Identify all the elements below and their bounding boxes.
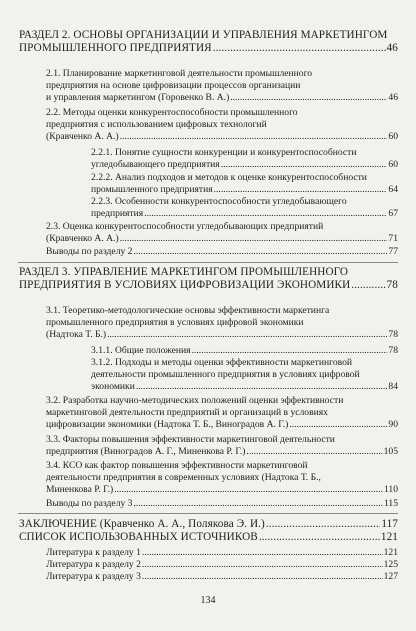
toc-entry-line: 3.1.2. Подходы и методы оценки эффективности маркетинговой [91, 357, 353, 368]
toc-entry-line: 2.2.1. Понятие сущности конкуренции и конкурентоспособности [91, 147, 357, 158]
toc-entry-3-3 [46, 434, 398, 458]
leader-dots [266, 518, 380, 531]
section-divider [18, 262, 398, 263]
toc-page-ref: 90 [388, 419, 398, 431]
leader-dots [259, 531, 380, 544]
toc-entry-3-4 [46, 460, 398, 496]
toc-entry-line: Выводы по разделу 3 [46, 498, 133, 509]
toc-entry-2-2 [46, 107, 398, 143]
toc-entry-line: предприятия (Виноградов А. Г., Миненкова Р. Г.) [46, 446, 246, 458]
toc-entry-line: 3.1. Теоретико-методологические основы эффективности маркетинга [46, 305, 330, 316]
toc-entry-line: и управления маркетингом (Горовенко В. А.) [46, 92, 230, 104]
toc-entry-conclusions-3 [46, 498, 398, 510]
leader-dots [133, 246, 387, 258]
leader-dots [213, 42, 386, 55]
toc-entry-references [19, 531, 398, 544]
toc-page-ref: 115 [383, 498, 398, 509]
leader-dots [142, 571, 383, 583]
toc-page-ref: 121 [383, 547, 398, 558]
toc-entry-line: Литература к разделу 2 [46, 559, 141, 570]
toc-entry-3-1 [46, 305, 398, 341]
section-divider [18, 513, 398, 514]
toc-entry-2-2-1 [91, 147, 398, 171]
toc-entry-line: цифровизации экономики (Надтока Т. Б., Виноградов А. Г.) [46, 419, 289, 431]
leader-dots [289, 419, 387, 431]
toc-entry-conclusion [19, 518, 398, 531]
toc-entry-3-1-1 [91, 345, 398, 357]
toc-entry-3-1-2 [91, 357, 398, 393]
leader-dots [142, 559, 383, 571]
toc-page-ref: 71 [388, 233, 398, 245]
toc-entry-line: деятельности промышленного предприятия в условиях цифровой [91, 369, 360, 381]
toc-entry-line: деятельности предприятия в современных условиях (Надтока Т. Б., [46, 472, 321, 484]
toc-page-ref: 78 [386, 279, 398, 291]
toc-page-ref: 84 [388, 381, 398, 393]
toc-page-ref: 78 [388, 345, 398, 356]
toc-entry-line: 2.2. Методы оценки конкурентоспособности промышленного [46, 107, 298, 118]
toc-entry-line: 3.1.1. Общие положения [91, 345, 191, 356]
toc-entry-line: 3.3. Факторы повышения эффективности маркетинговой деятельности [46, 434, 335, 445]
toc-entry-line: ЗАКЛЮЧЕНИЕ (Кравченко А. А., Полякова Э. И.) [19, 518, 265, 530]
leader-dots [133, 498, 382, 510]
toc-entry-line: ПРЕДПРИЯТИЯ В УСЛОВИЯХ ЦИФРОВИЗАЦИИ ЭКОНОМИКИ [19, 279, 351, 291]
toc-entry-section-2 [19, 29, 398, 55]
leader-dots [246, 446, 382, 458]
leader-dots [142, 547, 383, 559]
toc-page-ref: 67 [388, 208, 398, 220]
leader-dots [230, 92, 387, 104]
toc-page-ref: 60 [388, 159, 398, 171]
toc-entry-line: угледобывающего предприятия [91, 159, 220, 171]
toc-entry-line: Литература к разделу 1 [46, 547, 141, 558]
leader-dots [107, 329, 387, 341]
toc-page-ref: 46 [386, 42, 398, 54]
toc-entry-section-3 [19, 266, 398, 292]
leader-dots [136, 381, 388, 393]
toc-entry-line: Литература к разделу 3 [46, 571, 141, 582]
toc-entry-line: 2.1. Планирование маркетинговой деятельности промышленного [46, 68, 313, 79]
toc-entry-line: (Надтока Т. Б.) [46, 329, 107, 341]
toc-entry-line: маркетинговой деятельности предприятий и организаций в условиях [46, 407, 328, 419]
toc-entry-line: (Кравченко А. А.) [46, 233, 119, 245]
toc-page-ref: 105 [383, 446, 398, 458]
toc-entry-line: 2.2.2. Анализ подходов и методов к оценке конкурентоспособности [91, 172, 367, 183]
leader-dots [120, 131, 388, 143]
toc-entry-line: 2.3. Оценка конкурентоспособности угледобывающих предприятий [46, 221, 324, 232]
toc-page-ref: 46 [388, 92, 398, 104]
toc-page-ref: 121 [380, 531, 398, 543]
leader-dots [192, 345, 388, 357]
leader-dots [351, 279, 385, 292]
leader-dots [114, 484, 383, 496]
toc-page-ref: 64 [388, 184, 398, 196]
toc-entry-3-2 [46, 395, 398, 431]
toc-page-ref: 117 [381, 518, 398, 530]
toc-page-ref: 110 [383, 484, 398, 496]
toc-page-ref: 127 [383, 571, 398, 582]
toc-entry-references-1 [46, 547, 398, 559]
toc-entry-line: ПРОМЫШЛЕННОГО ПРЕДПРИЯТИЯ [19, 42, 212, 54]
toc-entry-line: экономики [91, 381, 135, 393]
toc-entry-2-2-3 [91, 196, 398, 220]
toc-entry-line: промышленного предприятия [91, 184, 213, 196]
leader-dots [221, 159, 388, 171]
toc-entry-references-2 [46, 559, 398, 571]
toc-entry-2-1 [46, 68, 398, 104]
toc-page-ref: 78 [388, 329, 398, 341]
toc-entry-line: промышленного предприятия в условиях цифровой экономики [46, 317, 304, 329]
toc-entry-line: предприятия на основе цифровизации процессов организации [46, 80, 301, 92]
toc-entry-references-3 [46, 571, 398, 583]
toc-entry-conclusions-2 [46, 246, 398, 258]
toc-entry-line: СПИСОК ИСПОЛЬЗОВАННЫХ ИСТОЧНИКОВ [19, 531, 258, 543]
toc-page-ref: 77 [388, 246, 398, 257]
toc-entry-line: Миненкова Р. Г.) [46, 484, 114, 496]
page-number: 134 [200, 595, 216, 606]
toc-entry-line: РАЗДЕЛ 3. УПРАВЛЕНИЕ МАРКЕТИНГОМ ПРОМЫШЛЕННОГО [19, 266, 349, 278]
toc-entry-line: предприятия [91, 208, 144, 220]
leader-dots [144, 208, 387, 220]
toc-entry-2-2-2 [91, 172, 398, 196]
toc-entry-line: 3.4. КСО как фактор повышения эффективности маркетинговой [46, 460, 308, 471]
leader-dots [120, 233, 388, 245]
toc-page-ref: 125 [383, 559, 398, 570]
toc-entry-line: Выводы по разделу 2 [46, 246, 133, 257]
toc-entry-line: РАЗДЕЛ 2. ОСНОВЫ ОРГАНИЗАЦИИ И УПРАВЛЕНИЯ МАРКЕТИНГОМ [19, 29, 388, 41]
toc-page-ref: 60 [388, 131, 398, 143]
toc-entry-line: (Кравченко А. А.) [46, 131, 119, 143]
leader-dots [214, 184, 388, 196]
toc-entry-2-3 [46, 221, 398, 245]
toc-entry-line: предприятия с использованием цифровых технологий [46, 119, 267, 131]
toc-entry-line: 2.2.3. Особенности конкурентоспособности угледобывающего [91, 196, 347, 207]
toc-entry-line: 3.2. Разработка научно-методических положений оценки эффективности [46, 395, 344, 406]
